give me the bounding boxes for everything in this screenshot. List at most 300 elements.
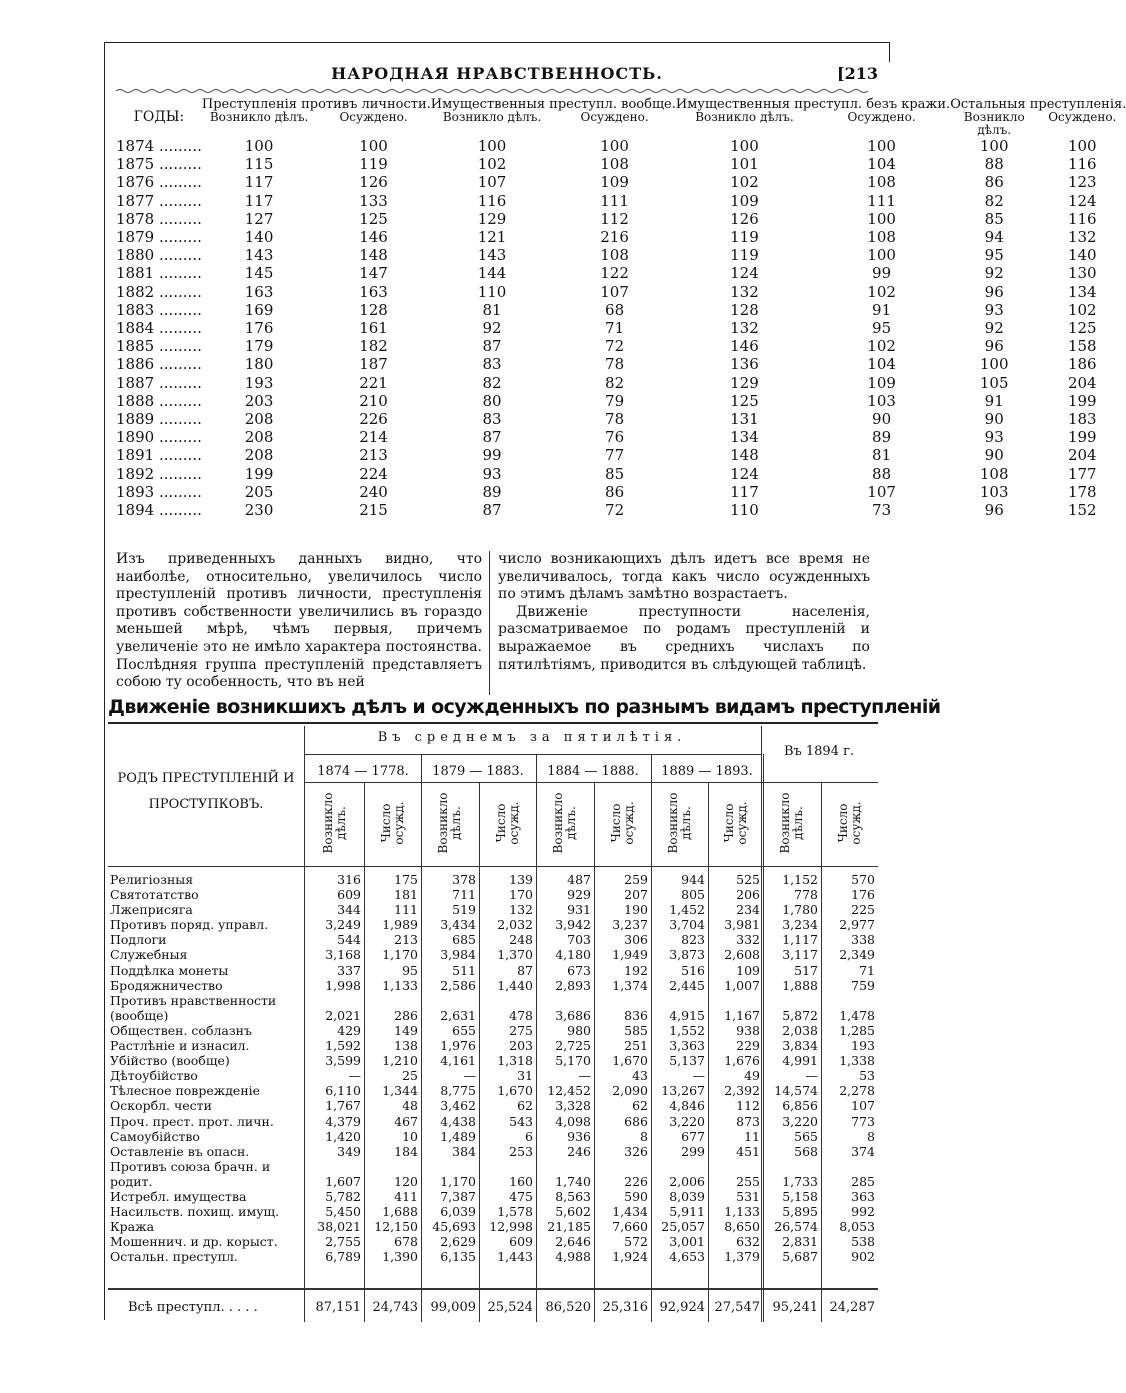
crime-cell: 3,363: [669, 1038, 705, 1054]
crime-cell: 12,150: [374, 1219, 418, 1235]
index-cell: 109: [867, 373, 896, 392]
crime-cell: 4,180: [555, 947, 591, 963]
crime-cell: 206: [736, 887, 760, 903]
paragraph-right-1: число возникающихъ дѣлъ идетъ все время не увеличивалось, тогда какъ число осужденныхъ по этимъ дѣламъ замѣтно возрастаетъ.: [498, 551, 870, 603]
index-row: [108, 228, 1126, 246]
crime-cell: 1,133: [382, 977, 418, 993]
index-cell: 226: [359, 410, 388, 429]
index-cell: 102: [477, 155, 507, 174]
index-cell: 119: [730, 228, 759, 247]
index-cell: 179: [244, 337, 274, 356]
index-cell: 126: [359, 173, 388, 192]
crime-cell: 62: [632, 1098, 648, 1114]
crime-cell: 2,392: [724, 1083, 760, 1099]
index-cell: 86: [605, 482, 625, 501]
crime-cell: 1,379: [724, 1249, 760, 1265]
crime-cell: [651, 1159, 708, 1174]
crime-cell: 673: [567, 962, 591, 978]
crime-row: [108, 1053, 878, 1068]
crime-cell: 2,349: [839, 947, 875, 963]
crime-cell: 363: [851, 1188, 875, 1204]
crime-label: Противъ нравственности: [110, 992, 277, 1008]
index-cell: 99: [872, 264, 892, 283]
crime-cell: 71: [859, 962, 875, 978]
crime-cell: 1,374: [612, 977, 648, 993]
index-cell: 146: [730, 337, 759, 356]
index-cell: 87: [482, 501, 502, 520]
index-cell: 115: [244, 155, 274, 174]
crime-cell: 3,234: [782, 917, 818, 933]
index-cell: 83: [482, 410, 502, 429]
crime-row: [108, 1023, 878, 1038]
index-cell: 163: [359, 282, 388, 301]
crime-row: [108, 978, 878, 993]
index-cell: 204: [1067, 373, 1097, 392]
crime-cell: 538: [851, 1234, 875, 1250]
crime-cell: 3,942: [555, 917, 591, 933]
crime-cell: 1,210: [382, 1053, 418, 1069]
crime-cell: 1,452: [669, 902, 705, 918]
col-header-convicted: Число осужд.: [493, 801, 521, 845]
crime-cell: 703: [567, 932, 591, 948]
index-cell: 95: [984, 246, 1004, 265]
year-cell: 1887 .........: [116, 373, 202, 392]
index-cell: 152: [1067, 501, 1097, 520]
crime-cell: 944: [681, 872, 705, 887]
index-row: [108, 465, 1126, 483]
index-cell: 100: [359, 137, 388, 155]
crime-cell: [421, 993, 479, 1008]
col-header-cases: Возникло дѣлъ.: [551, 792, 578, 854]
crime-cell: 5,602: [555, 1204, 591, 1220]
crime-cell: 229: [736, 1038, 760, 1054]
crime-row: [108, 887, 878, 902]
sub-header: Осуждено.: [847, 110, 916, 124]
index-cell: 203: [244, 391, 274, 410]
crime-cell: 5,137: [669, 1053, 705, 1069]
index-row: [108, 283, 1126, 301]
crime-cell: 585: [624, 1022, 648, 1038]
index-cell: 93: [482, 464, 502, 483]
crime-cell: 138: [394, 1038, 418, 1054]
crime-label: Поддѣлка монеты: [110, 962, 229, 978]
crime-label: Противъ союза брачн. и: [110, 1158, 271, 1174]
year-cell: 1884 .........: [116, 319, 202, 338]
crime-label: Самоубійство: [110, 1128, 200, 1144]
crime-cell: 1,578: [497, 1204, 533, 1220]
crime-label: Святотатство: [110, 887, 199, 903]
crime-cell: 5,782: [325, 1188, 361, 1204]
crime-cell: 3,117: [782, 947, 818, 963]
index-cell: 208: [244, 446, 274, 465]
crime-cell: 685: [452, 932, 476, 948]
index-cell: 100: [477, 137, 507, 155]
crime-cell: 255: [736, 1173, 760, 1189]
crime-cell: 8,563: [555, 1188, 591, 1204]
index-cell: 85: [984, 209, 1004, 228]
page-header: [104, 60, 890, 90]
index-cell: 102: [1067, 300, 1097, 319]
crime-cell: 3,599: [325, 1053, 361, 1069]
total-cell: 24,287: [829, 1300, 875, 1315]
index-cell: 92: [984, 319, 1004, 338]
crime-cell: 160: [509, 1173, 533, 1189]
paragraph-left: Изъ приведенныхъ данныхъ видно, что наиболѣе, относительно, увеличилось число преступленій противъ личности, преступленія противъ собственности увеличились въ гораздо меньшей мѣрѣ, чѣмъ первыя, причемъ увеличеніе это не имѣло характера постоянства. Послѣдняя группа преступленій представляетъ собою ту особенность, что въ ней: [116, 551, 482, 691]
crime-label: Лжеприсяга: [110, 902, 193, 918]
index-cell: 117: [244, 191, 274, 210]
crime-cell: 836: [624, 1007, 648, 1023]
crime-cell: 6,039: [440, 1204, 476, 1220]
year-cell: 1882 .........: [116, 282, 202, 301]
index-cell: 89: [482, 482, 502, 501]
grid-hline: [304, 754, 761, 755]
index-cell: 100: [867, 209, 896, 228]
period-label: 1884 — 1888.: [547, 764, 639, 779]
index-row: [108, 428, 1126, 446]
sub-header: Возникло дѣлъ.: [209, 110, 309, 124]
crime-row: [108, 1068, 878, 1083]
index-cell: 103: [979, 482, 1009, 501]
crime-cell: 3,873: [669, 947, 705, 963]
crime-cell: 4,988: [555, 1249, 591, 1265]
index-cell: 125: [1067, 319, 1097, 338]
crime-cell: 5,872: [782, 1007, 818, 1023]
crime-label: Тѣлесное поврежденіе: [110, 1083, 261, 1099]
crime-cell: [479, 993, 536, 1008]
crime-cell: 109: [736, 962, 760, 978]
crime-cell: 3,001: [669, 1234, 705, 1250]
crime-cell: 10: [402, 1128, 418, 1144]
total-cell: 25,316: [602, 1300, 648, 1315]
crime-cell: 253: [509, 1143, 533, 1159]
index-cell: 93: [984, 428, 1004, 447]
crime-cell: 111: [394, 902, 418, 918]
crime-label: (вообще): [110, 1007, 169, 1023]
index-cell: 107: [600, 282, 629, 301]
crime-cell: 337: [337, 962, 361, 978]
crime-cell: 2,755: [325, 1234, 361, 1250]
crime-label: Насильств. похищ. имущ.: [110, 1204, 280, 1220]
grid-hline: [108, 1288, 878, 1290]
crime-row: [108, 1114, 878, 1129]
page-title: НАРОДНАЯ НРАВСТВЕННОСТЬ.: [331, 64, 663, 83]
sub-header: Возникло дѣлъ.: [442, 110, 542, 124]
crime-cell: 53: [859, 1068, 875, 1084]
index-cell: 240: [359, 482, 388, 501]
crime-label: Религіозныя: [110, 872, 194, 887]
crime-cell: 517: [794, 962, 818, 978]
crime-cell: 711: [452, 887, 476, 903]
col-header-cases: Возникло дѣлъ.: [321, 792, 348, 854]
crime-label: Оскорбл. чести: [110, 1098, 212, 1114]
index-cell: 210: [359, 391, 388, 410]
crime-cell: 1,989: [382, 917, 418, 933]
index-cell: 78: [605, 410, 625, 429]
crime-cell: 2,038: [782, 1022, 818, 1038]
index-row: [108, 192, 1126, 210]
crime-cell: [364, 993, 421, 1008]
crime-cell: 203: [509, 1038, 533, 1054]
crime-label: Служебныя: [110, 947, 188, 963]
sub-header: Возникло дѣлъ.: [695, 110, 794, 124]
crime-cell: 3,834: [782, 1038, 818, 1054]
crime-cell: 213: [394, 932, 418, 948]
crime-cell: 467: [394, 1113, 418, 1129]
index-cell: 100: [1067, 137, 1097, 155]
crime-row: [108, 1129, 878, 1144]
index-row: [108, 483, 1126, 501]
crime-cell: 316: [337, 872, 361, 887]
index-cell: 177: [1067, 464, 1097, 483]
crime-cell: 2,629: [440, 1234, 476, 1250]
crime-cell: 4,161: [440, 1053, 476, 1069]
crime-cell: 306: [624, 932, 648, 948]
crime-cell: [536, 1159, 594, 1174]
year-cell: 1892 .........: [116, 464, 202, 483]
crime-cell: 5,687: [782, 1249, 818, 1265]
crime-cell: [364, 1159, 421, 1174]
index-cell: 125: [359, 209, 388, 228]
crime-cell: 344: [337, 902, 361, 918]
index-cell: 95: [872, 319, 892, 338]
crime-cell: 1,888: [782, 977, 818, 993]
crime-cell: 149: [394, 1022, 418, 1038]
crime-cell: [306, 993, 364, 1008]
crime-cell: 13,267: [661, 1083, 705, 1099]
sub-header: Осуждено.: [1048, 110, 1117, 124]
index-cell: 123: [1067, 173, 1097, 192]
index-cell: 86: [984, 173, 1004, 192]
crime-cell: 45,693: [432, 1219, 476, 1235]
crime-cell: 374: [851, 1143, 875, 1159]
index-cell: 124: [1067, 191, 1097, 210]
index-cell: 83: [482, 355, 502, 374]
index-cell: 71: [605, 319, 625, 338]
crime-cell: 8,775: [440, 1083, 476, 1099]
index-cell: 82: [984, 191, 1004, 210]
crime-cell: 132: [509, 902, 533, 918]
crime-cell: 26,574: [774, 1219, 818, 1235]
year-cell: 1877 .........: [116, 191, 202, 210]
crime-cell: 478: [509, 1007, 533, 1023]
crime-cell: 226: [624, 1173, 648, 1189]
crime-cell: 677: [681, 1128, 705, 1144]
crime-row: [108, 1038, 878, 1053]
index-cell: 143: [244, 246, 274, 265]
index-cell: 73: [872, 501, 892, 520]
crime-cell: 170: [509, 887, 533, 903]
index-cell: 134: [1067, 282, 1097, 301]
index-cell: 204: [1067, 446, 1097, 465]
crime-cell: 1,117: [782, 932, 818, 948]
index-cell: 208: [244, 410, 274, 429]
crime-cell: 544: [337, 932, 361, 948]
crime-label: Остальн. преступл.: [110, 1249, 238, 1265]
crime-cell: 4,098: [555, 1113, 591, 1129]
crime-cell: 378: [452, 872, 476, 887]
total-cell: 86,520: [545, 1300, 591, 1315]
index-cell: 169: [244, 300, 274, 319]
crime-cell: 1,607: [325, 1173, 361, 1189]
index-cell: 100: [867, 246, 896, 265]
crime-label: Кража: [110, 1219, 155, 1235]
index-row: [108, 501, 1126, 519]
index-cell: 109: [730, 191, 759, 210]
index-cell: 199: [244, 464, 274, 483]
year-cell: 1878 .........: [116, 209, 202, 228]
crime-cell: 778: [794, 887, 818, 903]
crime-cell: 184: [394, 1143, 418, 1159]
index-cell: 92: [482, 319, 502, 338]
index-cell: 131: [730, 410, 759, 429]
index-cell: 111: [867, 191, 896, 210]
crime-cell: 8,053: [839, 1219, 875, 1235]
crime-cell: 248: [509, 932, 533, 948]
crime-cell: 246: [567, 1143, 591, 1159]
crime-row: [108, 1219, 878, 1234]
total-cell: 99,009: [430, 1300, 476, 1315]
index-cell: 116: [477, 191, 507, 210]
crime-cell: 25,057: [661, 1219, 705, 1235]
crime-cell: 49: [744, 1068, 760, 1084]
crime-cell: 176: [851, 887, 875, 903]
group-header: Остальныя преступленія.: [950, 97, 1126, 112]
index-cell: 221: [359, 373, 388, 392]
crime-cell: 2,032: [497, 917, 533, 933]
crime-cell: 487: [567, 872, 591, 887]
crime-cell: 1,552: [669, 1022, 705, 1038]
index-cell: 96: [984, 282, 1004, 301]
crime-cell: 2,006: [669, 1173, 705, 1189]
paragraph-right: [498, 551, 870, 674]
index-cell: 88: [984, 155, 1004, 174]
index-cell: 77: [605, 446, 625, 465]
index-row: [108, 374, 1126, 392]
crime-cell: 8: [867, 1128, 875, 1144]
index-cell: 183: [1067, 410, 1097, 429]
crime-cell: 3,462: [440, 1098, 476, 1114]
crime-cell: 225: [851, 902, 875, 918]
crime-cell: 4,991: [782, 1053, 818, 1069]
crime-cell: 1,976: [440, 1038, 476, 1054]
crime-row: [108, 993, 878, 1008]
crime-cell: 6,789: [325, 1249, 361, 1265]
crime-cell: 285: [851, 1173, 875, 1189]
index-cell: 90: [984, 410, 1004, 429]
crime-row: [108, 902, 878, 917]
crime-cell: 1,443: [497, 1249, 533, 1265]
crime-cell: 14,574: [774, 1083, 818, 1099]
crime-cell: 3,249: [325, 917, 361, 933]
col-header-cases: Возникло дѣлъ.: [665, 792, 693, 854]
index-cell: 105: [979, 373, 1009, 392]
index-cell: 90: [984, 446, 1004, 465]
crime-cell: 349: [337, 1143, 361, 1159]
crime-cell: 655: [452, 1022, 476, 1038]
crime-cell: 31: [517, 1068, 533, 1084]
crime-cell: 8,650: [724, 1219, 760, 1235]
crime-cell: 332: [736, 932, 760, 948]
index-cell: 187: [359, 355, 388, 374]
index-cell: 146: [359, 228, 388, 247]
crime-cell: 1,670: [497, 1083, 533, 1099]
col-header-convicted: Число осужд.: [608, 801, 636, 845]
index-cell: 100: [979, 137, 1009, 155]
index-cell: 111: [600, 191, 629, 210]
index-cell: 145: [244, 264, 274, 283]
index-cell: 81: [482, 300, 502, 319]
crime-cell: 1,344: [382, 1083, 418, 1099]
index-cell: 124: [730, 264, 759, 283]
crime-cell: 2,586: [440, 977, 476, 993]
index-cell: 108: [979, 464, 1009, 483]
crime-row: [108, 872, 878, 887]
index-cell: 92: [984, 264, 1004, 283]
crime-cell: 120: [394, 1173, 418, 1189]
index-cell: 102: [867, 282, 896, 301]
crime-cell: 338: [851, 932, 875, 948]
crime-cell: 2,977: [839, 917, 875, 933]
crime-cell: 2,831: [782, 1234, 818, 1250]
index-cell: 108: [867, 173, 896, 192]
period-label: 1874 — 1778.: [317, 764, 409, 779]
title-rule: [108, 722, 878, 724]
index-cell: 132: [730, 282, 759, 301]
page-border-left: [104, 42, 105, 1320]
crime-row: [108, 1174, 878, 1189]
index-cell: 119: [359, 155, 388, 174]
index-cell: 124: [730, 464, 759, 483]
crime-cell: 3,686: [555, 1007, 591, 1023]
index-cell: 81: [872, 446, 892, 465]
index-cell: 102: [730, 173, 759, 192]
col-header-cases: Возникло дѣлъ.: [778, 792, 805, 854]
period-label: 1879 — 1883.: [432, 764, 524, 779]
crime-cell: [479, 1159, 536, 1174]
crime-cell: 3,328: [555, 1098, 591, 1114]
index-cell: 85: [605, 464, 625, 483]
index-cell: 100: [600, 137, 629, 155]
crime-row: [108, 963, 878, 978]
crime-cell: 87: [517, 962, 533, 978]
crime-cell: 25: [402, 1068, 418, 1084]
index-cell: 216: [600, 228, 629, 247]
crime-cell: —: [348, 1068, 361, 1084]
index-cell: 130: [1067, 264, 1097, 283]
crime-cell: 938: [736, 1022, 760, 1038]
index-cell: 104: [867, 155, 896, 174]
crime-cell: 570: [851, 872, 875, 887]
crime-cell: 326: [624, 1143, 648, 1159]
crime-cell: 107: [851, 1098, 875, 1114]
total-cell: 92,924: [659, 1300, 705, 1315]
crime-cell: 1,318: [497, 1053, 533, 1069]
crime-cell: 1,592: [325, 1038, 361, 1054]
index-cell: 82: [482, 373, 502, 392]
group-header: Имущественныя преступл. вообще.: [430, 97, 676, 112]
index-cell: 109: [600, 173, 629, 192]
index-cell: 91: [984, 391, 1004, 410]
crime-cell: 1,478: [839, 1007, 875, 1023]
crime-cell: 3,434: [440, 917, 476, 933]
year-cell: 1880 .........: [116, 246, 202, 265]
index-cell: 107: [477, 173, 507, 192]
total-label: Всѣ преступл. . . . .: [128, 1300, 258, 1315]
crime-cell: 7,387: [440, 1188, 476, 1204]
index-cell: 133: [359, 191, 388, 210]
crime-label: Обществен. соблазнъ: [110, 1022, 252, 1038]
crime-cell: 823: [681, 932, 705, 948]
